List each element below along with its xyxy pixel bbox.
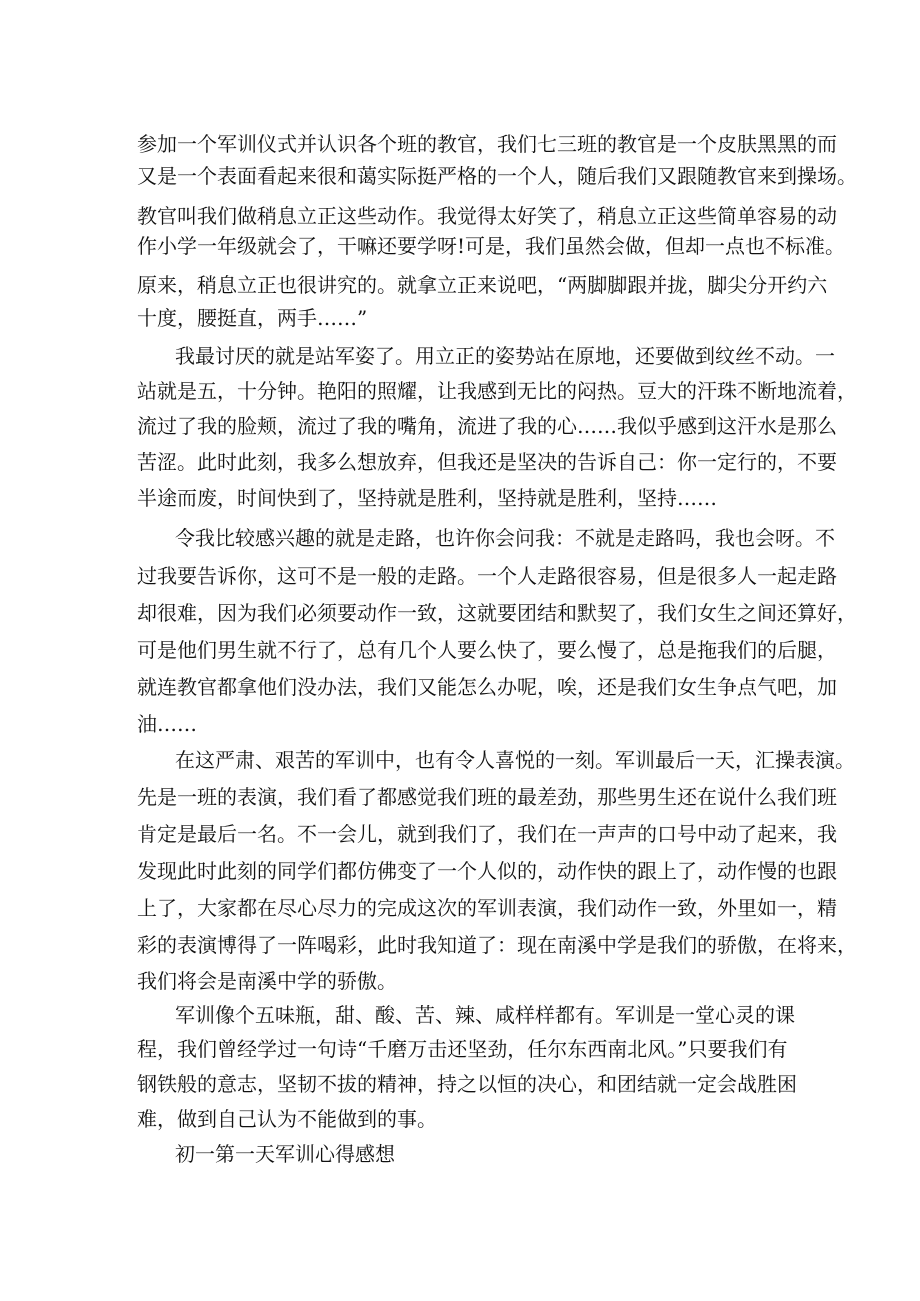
text-line: 先是一班的表演，我们看了都感觉我们班的最差劲，那些男生还在说什么我们班 — [137, 785, 837, 809]
text-line: 作小学一年级就会了，干嘛还要学呀!可是，我们虽然会做，但却一点也不标准。 — [137, 234, 846, 258]
text-line: 彩的表演博得了一阵喝彩，此时我知道了：现在南溪中学是我们的骄傲，在将来， — [137, 933, 857, 957]
text-line: 令我比较感兴趣的就是走路，也许你会问我：不就是走路吗，我也会呀。不 — [175, 526, 835, 550]
text-line: 发现此时此刻的同学们都仿佛变了一个人似的，动作快的跟上了，动作慢的也跟 — [137, 859, 837, 883]
text-line: 军训像个五味瓶，甜、酸、苦、辣、咸样样都有。军训是一堂心灵的课 — [175, 1003, 795, 1027]
text-line: 就连教官都拿他们没办法，我们又能怎么办呢，唉，还是我们女生争点气吧，加 — [137, 675, 837, 699]
text-line: 在这严肃、艰苦的军训中，也有令人喜悦的一刻。军训最后一天，汇操表演。 — [175, 748, 855, 772]
text-line: 油…… — [137, 712, 197, 736]
text-line: 我们将会是南溪中学的骄傲。 — [137, 969, 397, 993]
text-line: 原来，稍息立正也很讲究的。就拿立正来说吧，“两脚脚跟并拢，脚尖分开约六 — [137, 273, 828, 297]
text-line: 肯定是最后一名。不一会儿，就到我们了，我们在一声声的口号中动了起来，我 — [137, 822, 837, 846]
text-line: 可是他们男生就不行了，总有几个人要么快了，要么慢了，总是拖我们的后腿， — [137, 638, 837, 662]
text-line: 上了，大家都在尽心尽力的完成这次的军训表演，我们动作一致，外里如一，精 — [137, 896, 837, 920]
text-line: 站就是五，十分钟。艳阳的照耀，让我感到无比的闷热。豆大的汗珠不断地流着， — [137, 379, 857, 403]
text-line: 程，我们曾经学过一句诗“千磨万击还坚劲，任尔东西南北风。”只要我们有 — [137, 1037, 788, 1061]
text-line: 难，做到自己认为不能做到的事。 — [137, 1107, 437, 1131]
text-line: 十度，腰挺直，两手……” — [137, 306, 368, 330]
text-line: 又是一个表面看起来很和蔼实际挺严格的一个人，随后我们又跟随教官来到操场。 — [137, 164, 857, 188]
text-line: 过我要告诉你，这可不是一般的走路。一个人走路很容易，但是很多人一起走路 — [137, 564, 837, 588]
text-line: 教官叫我们做稍息立正这些动作。我觉得太好笑了，稍息立正这些简单容易的动 — [137, 204, 837, 228]
text-line: 却很难，因为我们必须要动作一致，这就要团结和默契了，我们女生之间还算好， — [137, 601, 857, 625]
section-heading: 初一第一天军训心得感想 — [175, 1142, 395, 1166]
text-line: 苦涩。此时此刻，我多么想放弃，但我还是坚决的告诉自己：你一定行的，不要 — [137, 450, 837, 474]
text-line: 流过了我的脸颊，流过了我的嘴角，流进了我的心……我似乎感到这汗水是那么 — [137, 414, 837, 438]
text-line: 钢铁般的意志，坚韧不拔的精神，持之以恒的决心，和团结就一定会战胜困 — [137, 1072, 797, 1096]
text-line: 参加一个军训仪式并认识各个班的教官，我们七三班的教官是一个皮肤黑黑的而 — [137, 132, 837, 156]
text-line: 我最讨厌的就是站军姿了。用立正的姿势站在原地，还要做到纹丝不动。一 — [175, 344, 835, 368]
text-line: 半途而废，时间快到了，坚持就是胜利，坚持就是胜利，坚持…… — [137, 486, 717, 510]
